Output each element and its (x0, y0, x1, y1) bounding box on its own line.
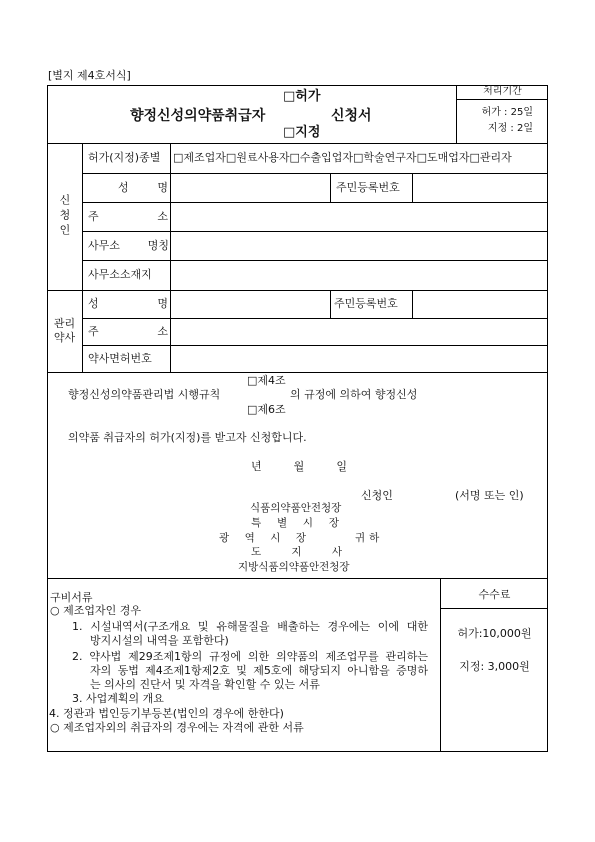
option-importer-exporter[interactable] (289, 151, 353, 164)
checkbox-icon[interactable]: □ (225, 151, 237, 164)
option-raw-material-user[interactable] (226, 151, 290, 164)
processing-period-designation: 지정 : 2일 (487, 123, 533, 134)
processing-period-header: 처리기간 (483, 86, 522, 97)
grid-line-h (47, 578, 548, 579)
checkbox-icon[interactable]: □ (469, 151, 480, 164)
applicant-rrn-label: 주민등록번호 (336, 181, 400, 194)
fee-designation: 지정: 3,000원 (459, 660, 530, 673)
document-line: 는 의사의 진단서 및 자격을 확인할 수 있는 서류 (90, 678, 320, 691)
checkbox-icon[interactable]: □ (416, 151, 427, 164)
pharmacist-license-field[interactable] (171, 346, 547, 372)
applicant-name-label: 성 명 (118, 181, 168, 194)
form-title: 향정신성의약품취급자 (130, 108, 266, 124)
required-documents-header: 구비서류 (50, 591, 93, 604)
office-location-field[interactable] (171, 261, 547, 290)
option-label: 학술연구자 (363, 151, 417, 164)
option-label: 도매업자 (426, 151, 470, 164)
document-line: ○ 제조업자인 경우 (50, 604, 141, 617)
option-wholesaler[interactable] (417, 151, 470, 164)
fee-header: 수수료 (478, 588, 511, 601)
pharmacist-rrn-label: 주민등록번호 (334, 297, 398, 310)
addressee-governor: 도 지 사 (251, 546, 342, 558)
pharmacist-name-field[interactable] (171, 291, 330, 318)
document-line: 2. 약사법 제29조제1항의 규정에 의한 의약품의 제조업무를 관리하는 (72, 650, 428, 663)
office-location-label: 사무소소재지 (88, 268, 152, 281)
date-line: 년 월 일 (251, 460, 347, 473)
pharmacist-name-label: 성 명 (88, 297, 168, 310)
checkbox-icon[interactable]: □ (289, 151, 300, 164)
document-line: 자의 동법 제4조제1항제2호 및 제5호에 해당되지 아니함을 증명하 (90, 664, 428, 677)
addressee-mfds-commissioner: 식품의약품안전청장 (250, 502, 342, 514)
grid-line-v (82, 143, 83, 372)
option-label: 수출입업자 (299, 151, 354, 164)
grid-line-h (47, 372, 548, 373)
checkbox-icon[interactable]: □ (173, 151, 184, 164)
grid-line-h (456, 99, 548, 100)
office-name-label: 사무소 명칭 (88, 239, 169, 252)
pharmacist-rrn-field[interactable] (413, 291, 547, 318)
option-academic-researcher[interactable] (353, 151, 417, 164)
form-title-suffix: 신청서 (331, 108, 372, 124)
option-manager[interactable] (469, 151, 511, 164)
title-designation-option[interactable]: □지정 (283, 125, 321, 140)
article-4-option[interactable]: □제4조 (247, 374, 286, 387)
grid-line-h (47, 143, 548, 144)
pharmacist-address-label: 주 소 (88, 325, 168, 338)
fee-permit: 허가:10,000원 (457, 627, 532, 640)
option-label: 관리자 (479, 151, 512, 164)
option-label: 제조업자 (183, 151, 226, 164)
office-name-field[interactable] (171, 232, 547, 260)
document-line: 4. 정관과 법인등기부등본(법인의 경우에 한한다) (49, 707, 284, 720)
applicant-section-text: 신청인 (58, 194, 71, 239)
addressee-regional-commissioner: 지방식품의약품안전청장 (238, 561, 350, 573)
pharmacist-address-field[interactable] (171, 319, 547, 345)
applicant-name-field[interactable] (171, 174, 330, 202)
pharmacist-section-line: 약사 (53, 331, 76, 344)
statement-line2: 의약품 취급자의 허가(지정)를 받고자 신청합니다. (68, 431, 307, 444)
document-line: 1. 시설내역서(구조개요 및 유해물질을 배출하는 경우에는 이에 대한 (72, 620, 428, 633)
processing-period-permit: 허가 : 25일 (481, 107, 533, 118)
applicant-address-label: 주 소 (88, 210, 168, 223)
applicant-rrn-field[interactable] (413, 174, 547, 202)
grid-line-h (440, 608, 548, 609)
license-type-options (173, 151, 512, 164)
option-manufacturer[interactable] (173, 151, 226, 164)
addressee-special-city-mayor: 특 별 시 장 (251, 517, 339, 529)
title-permit-option[interactable]: □허가 (283, 89, 321, 104)
grid-line-v (330, 173, 331, 202)
pharmacist-license-label: 약사면허번호 (88, 352, 152, 365)
document-line: 3. 사업계획의 개요 (72, 692, 164, 705)
document-line: ○ 제조업자외의 취급자의 경우에는 자격에 관한 서류 (50, 721, 304, 734)
signer-label: 신청인 (361, 489, 393, 502)
grid-line-v (330, 290, 331, 318)
pharmacist-section-label (47, 290, 82, 372)
pharmacist-section-line: 관리 (53, 317, 76, 330)
applicant-section-label (47, 143, 82, 290)
article-6-option[interactable]: □제6조 (247, 403, 286, 416)
addressee-metropolitan-mayor: 광 역 시 장 (219, 532, 306, 544)
honorific: 귀하 (355, 532, 384, 544)
form-number-label: [별지 제4호서식] (48, 69, 131, 82)
license-type-label: 허가(지정)종별 (88, 151, 161, 164)
statement-line1-after: 의 규정에 의하여 향정신성 (290, 388, 418, 401)
signature-note: (서명 또는 인) (455, 489, 524, 502)
document-line: 방지시설의 내역을 포함한다) (90, 634, 229, 647)
applicant-address-field[interactable] (171, 203, 547, 231)
option-label: 원료사용자 (236, 151, 290, 164)
statement-line1-before: 향정신성의약품관리법 시행규칙 (68, 388, 221, 401)
checkbox-icon[interactable]: □ (353, 151, 364, 164)
